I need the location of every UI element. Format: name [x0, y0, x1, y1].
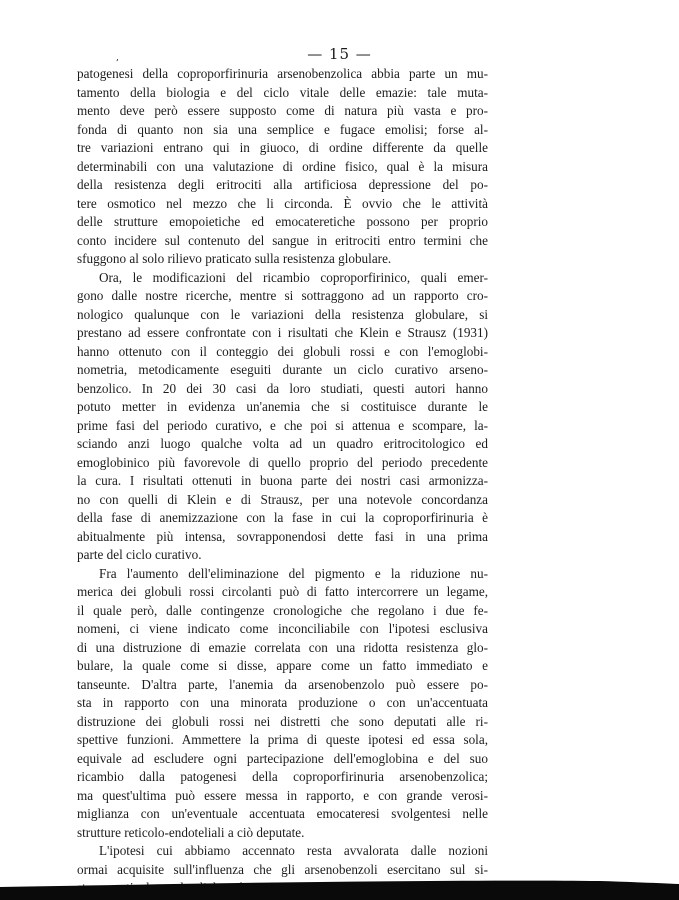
paragraph — [77, 65, 488, 269]
text-line: sta in rapporto con una minorata produzione o con un'accentuata — [77, 695, 488, 710]
text-line: miglianza con un'eventuale accentuata emocateresi svolgentesi nelle — [77, 806, 488, 821]
text-line: della fase di anemizzazione con la fase in cui la coproporfirinuria è — [77, 510, 488, 525]
text-line: Ora, le modificazioni del ricambio coproporfirinico, quali emer- — [99, 269, 488, 285]
text-line: conto incidere sul contenuto del sangue in eritrociti entro termini che — [77, 232, 488, 248]
text-line: potuto metter in evidenza un'anemia che si costituisce durante le — [77, 399, 488, 414]
text-line: tre variazioni entrano qui in giuoco, di ordine differente da quelle — [77, 140, 488, 155]
text-line: merica dei globuli rossi circolanti può di fatto intercorrere un legame, — [77, 584, 488, 599]
text-line: della resistenza degli eritrociti alla artificiosa depressione del po- — [77, 177, 488, 192]
text-line: distruzione dei globuli rossi nei distretti che sono deputati alle ri- — [77, 713, 488, 729]
text-line: L'ipotesi cui abbiamo accennato resta avvalorata dalle nozioni — [99, 843, 488, 858]
text-line: parte del ciclo curativo. — [77, 547, 202, 562]
text-line: nomeni, ci viene indicato come inconciliabile con l'ipotesi esclusiva — [77, 621, 488, 636]
text-line: tere osmotico nel mezzo che li circonda. È ovvio che le attività — [77, 195, 488, 211]
text-line: bulare, la quale come si disse, appare come un fatto immediato e — [77, 658, 488, 673]
text-line: determinabili con una valutazione di ordine fisico, qual è la misura — [77, 158, 488, 174]
text-line: ormai acquisite sull'influenza che gli arsenobenzoli esercitano sul si- — [77, 861, 488, 877]
text-line: la cura. I risultati ottenuti in buona parte dei nostri casi armonizza- — [77, 473, 488, 488]
text-line: patogenesi della coproporfirinuria arsenobenzolica abbia parte un mu- — [77, 66, 488, 81]
text-line: sfuggono al solo rilievo praticato sulla resistenza globulare. — [77, 251, 392, 266]
text-line: prestano ad essere confrontate con i risultati che Klein e Strausz (1931) — [77, 325, 488, 340]
text-line: fonda di quanto non sia una semplice e fugace emolisi; forse al- — [77, 121, 488, 137]
text-line: emoglobinico più favorevole di quello proprio del periodo precedente — [77, 454, 488, 470]
text-line: nologico qualunque con le variazioni della resistenza globulare, si — [77, 306, 488, 322]
text-line: prime fasi del periodo curativo, e che poi si attenua e scompare, la- — [77, 417, 488, 433]
text-line: tamento della biologia e del ciclo vitale delle emazie: tale muta- — [77, 84, 488, 100]
paragraph — [77, 565, 488, 843]
text-line: equivale ad escludere ogni partecipazione dell'emoglobina e del suo — [77, 750, 488, 766]
text-line: abitualmente più intensa, sovrapponendosi dette fasi in una prima — [77, 528, 488, 544]
text-line: ricambio dalla patogenesi della coproporfirinuria arsenobenzolica; — [77, 769, 488, 784]
page-number: — 15 — — [307, 45, 372, 63]
paragraph — [77, 269, 488, 565]
text-line: Fra l'aumento dell'eliminazione del pigmento e la riduzione nu- — [99, 565, 488, 581]
text-line: benzolico. In 20 dei 30 casi da loro studiati, questi autori hanno — [77, 380, 488, 396]
text-line: gono dalle nostre ricerche, mentre si sottraggono ad un rapporto cro- — [77, 288, 488, 303]
text-line: il quale però, dalle contingenze cronologiche che regolano i due fe- — [77, 602, 488, 618]
text-line: no con quelli di Klein e di Strausz, per una notevole concordanza — [77, 491, 488, 507]
text-line: di una distruzione di emazie correlata con una ridotta resistenza glo- — [77, 639, 488, 655]
text-line: hanno ottenuto con il conteggio dei globuli rossi e con l'emoglobi- — [77, 343, 488, 359]
text-line: strutture reticolo-endoteliali a ciò deputate. — [77, 824, 305, 840]
text-line: nometria, metodicamente eseguiti durante un ciclo curativo arseno- — [77, 362, 488, 377]
text-line: ma quest'ultima può essere messa in rapporto, e con grande verosi- — [77, 787, 488, 803]
page-mark: ‚ — [116, 53, 119, 63]
body-text — [77, 65, 488, 898]
text-line: sciando anzi luogo qualche volta ad un quadro eritrocitologico ed — [77, 436, 488, 451]
text-line: spettive funzioni. Ammettere la prima di queste ipotesi ed essa sola, — [77, 732, 488, 747]
scan-bottom-edge — [0, 870, 679, 900]
text-line: mento deve però essere supposto come di natura più vasta e pro- — [77, 103, 488, 118]
text-line: delle strutture emopoietiche ed emocateretiche possono per proprio — [77, 214, 488, 229]
text-line: tanseunte. D'altra parte, l'anemia da arsenobenzolo può essere po- — [77, 676, 488, 692]
scan-shadow — [0, 881, 679, 900]
